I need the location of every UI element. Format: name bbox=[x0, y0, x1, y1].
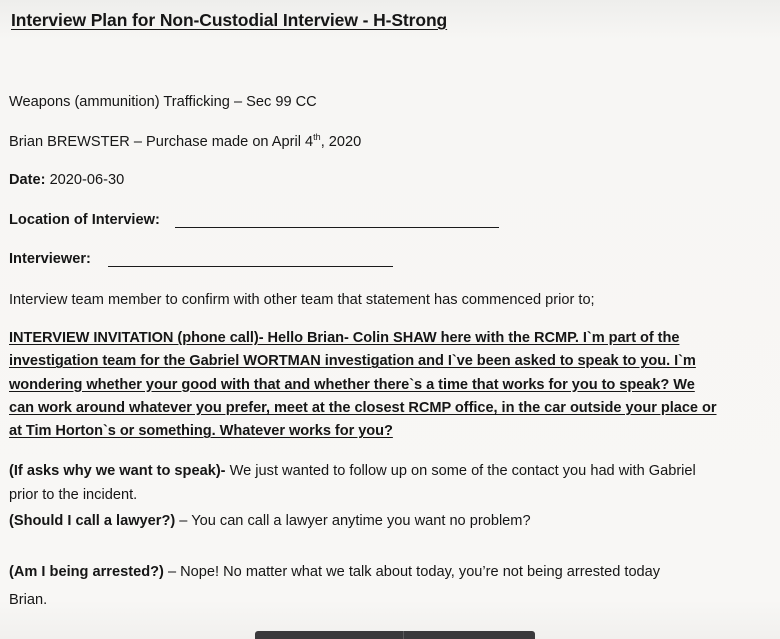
subject-ordinal: th bbox=[313, 132, 321, 143]
qa-why-speak-continued: prior to the incident. bbox=[9, 487, 138, 503]
qa-answer: – You can call a lawyer anytime you want no problem? bbox=[175, 513, 531, 529]
bottom-toolbar-edge bbox=[255, 631, 535, 639]
qa-arrested bbox=[9, 563, 660, 581]
qa-question: (If asks why we want to speak)- bbox=[9, 463, 226, 479]
invitation-line: at Tim Horton`s or something. Whatever works for you? bbox=[9, 423, 393, 440]
date-value: 2020-06-30 bbox=[49, 172, 125, 188]
qa-lawyer bbox=[9, 512, 531, 530]
subject-line bbox=[9, 133, 361, 151]
location-label: Location of Interview: bbox=[9, 212, 160, 228]
invitation-line: investigation team for the Gabriel WORTMAN investigation and I`ve been asked to speak to you. I`m bbox=[9, 353, 696, 370]
invitation-line: INTERVIEW INVITATION (phone call)- Hello Brian- Colin SHAW here with the RCMP. I`m part of the bbox=[9, 330, 680, 346]
qa-why-speak bbox=[9, 462, 696, 480]
qa-arrested-continued: Brian. bbox=[9, 592, 48, 608]
document-title: Interview Plan for Non-Custodial Interview - H-Strong bbox=[11, 10, 448, 30]
interviewer-blank-line bbox=[108, 266, 393, 267]
interviewer-label: Interviewer: bbox=[9, 251, 91, 267]
qa-answer: We just wanted to follow up on some of the contact you had with Gabriel bbox=[225, 463, 696, 479]
qa-question: (Should I call a lawyer?) bbox=[9, 513, 176, 529]
interview-invitation bbox=[9, 327, 759, 443]
invitation-line: can work around whatever you prefer, meet at the closest RCMP office, in the car outside your place or bbox=[9, 399, 717, 416]
qa-question: (Am I being arrested?) bbox=[9, 564, 164, 580]
invitation-line: wondering whether your good with that and whether there`s a time that works for you to speak? We bbox=[9, 376, 695, 393]
team-note: Interview team member to confirm with other team that statement has commenced prior to; bbox=[9, 292, 595, 308]
subject-prefix: Brian BREWSTER – Purchase made on April 4 bbox=[9, 134, 314, 150]
date-label: Date: bbox=[9, 172, 46, 188]
subject-suffix: , 2020 bbox=[320, 134, 362, 150]
qa-answer: – Nope! No matter what we talk about today, you’re not being arrested today bbox=[163, 564, 661, 580]
location-blank-line bbox=[175, 227, 499, 228]
date-line bbox=[9, 171, 124, 189]
offence-line: Weapons (ammunition) Trafficking – Sec 99 CC bbox=[9, 94, 317, 110]
